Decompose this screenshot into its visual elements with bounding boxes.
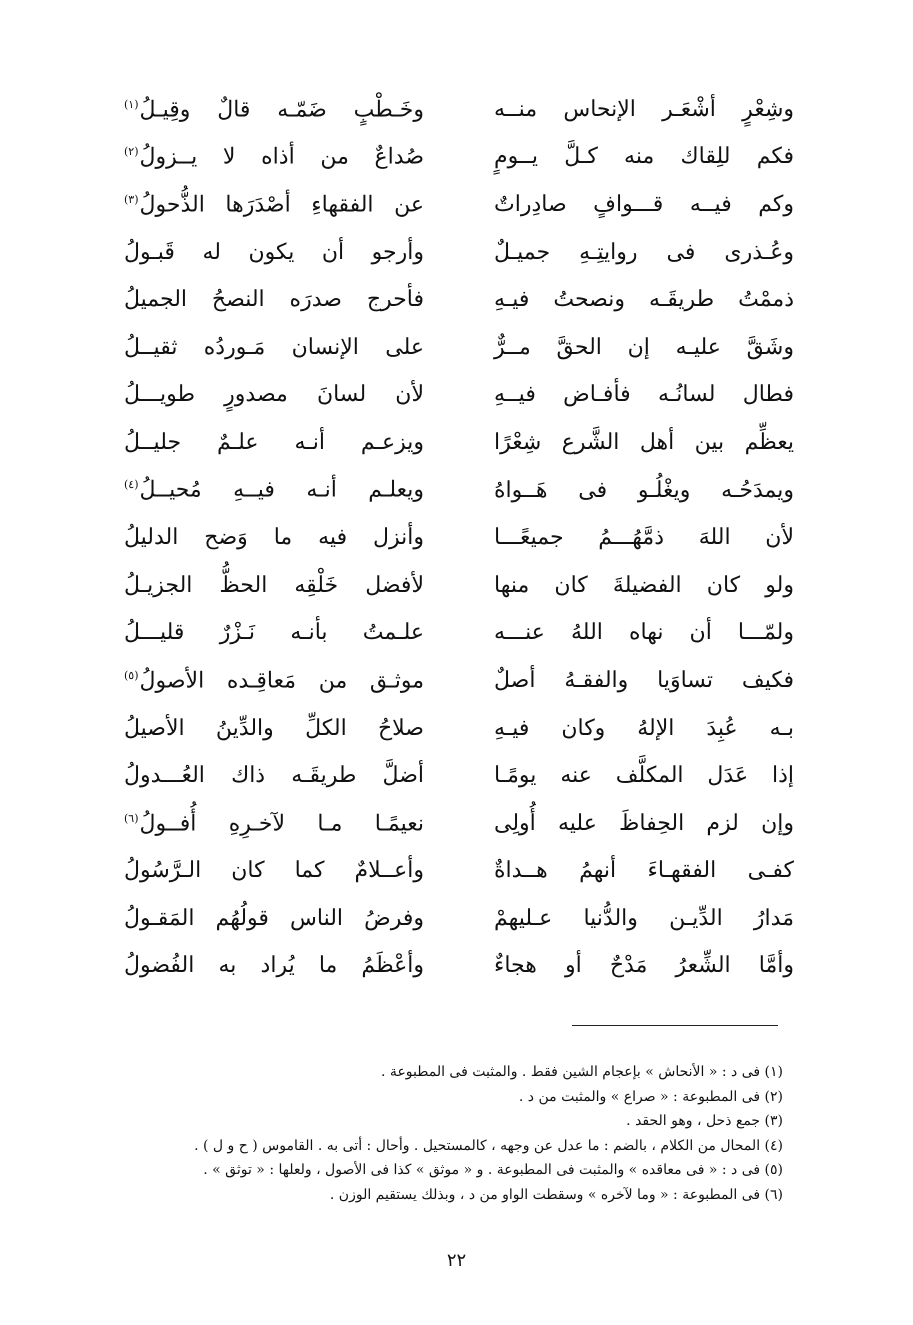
footnote: (٦) فى المطبوعة : « وما لآخره » وسقطت الواو من د ، وبذلك يستقيم الوزن . [329,1186,783,1203]
second-hemistich [124,715,424,741]
hemistich-text: وأنزل فيه ما وَضح الدليلُ [124,525,424,551]
first-hemistich: وإن لزم الحِفاظَ عليه أُولِى [494,810,794,836]
verse-line [88,800,794,848]
hemistich-text: وخَـطْبٍ ضَمّـه قالٌ وقِيـلُ [139,96,424,122]
hemistich-text: وأعــلامٌ كما كان الـرَّسُولُ [124,858,424,884]
footnotes [83,1060,783,1208]
verse-line [88,324,794,372]
second-hemistich [124,905,424,931]
verse-line [88,657,794,705]
verse-line [88,705,794,753]
second-hemistich [124,429,424,455]
second-hemistich [124,810,424,836]
footnote: (٤) المحال من الكلام ، بالضم : ما عدل عن وجهه ، كالمستحيل . وأحال : أتى به . القاموس ( ح و ل ) . [194,1137,783,1154]
verse-line [88,467,794,515]
hemistich-text: لأن لسانَ مصدورٍ طويـــلُ [124,382,424,408]
hemistich-text: على الإنسان مَـوردُه ثقيــلُ [124,334,424,360]
first-hemistich: كفـى الفقهـاءَ أنهمُ هــداةٌ [494,858,794,884]
hemistich-text: صُداعٌ من أذاه لا يــزولُ [139,144,424,170]
first-hemistich: ويمدَحُـه ويغْلُـو فى هَــواهُ [494,477,794,503]
footnote-marker: (٤) [124,478,139,492]
hemistich-text: ويعلـم أنـه فيــهِ مُحيــلُ [139,477,424,503]
second-hemistich [124,670,424,692]
second-hemistich [124,860,424,882]
second-hemistich [124,527,424,549]
first-hemistich: وشِعْرٍ أشْعَـر الإنحاس منــه [494,96,794,122]
verse-line [88,419,794,467]
verse-line [88,848,794,896]
footnote-separator [572,1025,778,1026]
footnote-marker: (٣) [124,192,139,206]
second-hemistich [124,289,424,311]
verse-line [88,229,794,277]
first-hemistich: لأن اللهَ ذمَّهُـــمُ جميعًـــا [494,525,794,551]
first-hemistich: وشَقَّ عليـه إن الحقَّ مــرٌّ [494,334,794,360]
first-hemistich: فكم للِقاك منه كـلَّ يــومٍ [494,144,794,170]
footnote: (٥) فى د : « فى معاقده » والمثبت فى المطبوعة . و « موثق » كذا فى الأصول ، ولعلها : « توثق » . [203,1162,783,1179]
verse-line [88,514,794,562]
first-hemistich: فكيف تساوَيا والفقـهُ أصلٌ [494,667,794,693]
second-hemistich [124,384,424,406]
hemistich-text: نعيمًـا مـا لآخـرِهِ أُفــولُ [139,810,424,836]
hemistich-text: ويزعـم أنـه علـمٌ جليــلُ [124,429,424,455]
verse-line [88,181,794,229]
first-hemistich: ولمّـــا أن نهاه اللهُ عنـــه [494,620,794,646]
first-hemistich: وعُـذرى فى روايتِـهِ جميـلٌ [494,239,794,265]
verse-line [88,895,794,943]
hemistich-text: وأرجو أن يكون له قَبـولُ [124,239,424,265]
second-hemistich [124,479,424,501]
footnote-marker: (١) [124,97,139,111]
second-hemistich [124,572,424,598]
hemistich-text: عن الفقهاءِ أصْدَرَها الذُّحولُ [139,192,424,218]
hemistich-text: أضلَّ طريقَـه ذاك العُـــدولُ [124,763,424,789]
hemistich-text: وفرضُ الناس قولُهُم المَقـولُ [124,905,424,931]
second-hemistich [124,239,424,265]
verse-line [88,943,794,991]
page-number: ٢٢ [446,1250,467,1271]
footnote-marker: (٦) [124,811,139,825]
first-hemistich: يعظِّم بين أهل الشَّرع شِعْرًا [494,429,794,455]
footnote-marker: (٥) [124,668,139,682]
hemistich-text: فأحرج صدرَه النصحُ الجميلُ [124,287,424,313]
verse-line [88,86,794,134]
footnote-marker: (٢) [124,145,139,159]
second-hemistich [124,765,424,787]
first-hemistich: وأمَّا الشِّعرُ مَدْحٌ أو هجاءٌ [494,953,794,979]
poem [88,86,794,990]
first-hemistich: مَدارُ الدِّيـن والدُّنيا عـليهمْ [494,905,794,931]
verse-line [88,134,794,182]
verse-line [88,372,794,420]
verse-line [88,562,794,610]
hemistich-text: وأعْظَمُ ما يُراد به الفُضولُ [124,953,424,979]
footnote: (١) فى د : « الأنحاش » بإعجام الشين فقط . والمثبت فى المطبوعة . [381,1064,783,1080]
verse-line [88,610,794,658]
hemistich-text: موثـق من مَعاقِـده الأصولُ [139,668,424,694]
footnote: (٣) جمع ذحل ، وهو الحقد . [626,1113,783,1130]
verse-line [88,276,794,324]
first-hemistich: ذممْتُ طريقَـه ونصحتُ فيـهِ [494,287,794,313]
verse-line [88,752,794,800]
first-hemistich: ولو كان الفضيلةَ كان منها [494,572,794,598]
first-hemistich: إذا عَدَل المكلَّف عنه يومًـا [494,763,794,789]
second-hemistich [124,146,424,168]
second-hemistich [124,334,424,360]
footnote: (٢) فى المطبوعة : « صراع » والمثبت من د . [518,1088,783,1105]
second-hemistich [124,96,424,122]
first-hemistich: بـه عُبِدَ الإلهُ وكان فيـهِ [494,715,794,741]
hemistich-text: لأفضل خَلْقِه الحظُّ الجزيـلُ [124,572,424,598]
hemistich-text: علـمتُ بأنـه نَـزْرٌ قليـــلُ [124,620,424,646]
first-hemistich: فطال لسانُـه فأفـاض فيــهِ [494,382,794,408]
second-hemistich [124,622,424,644]
first-hemistich: وكم فيــه قـــوافٍ صادِراتٌ [494,191,794,217]
second-hemistich [124,955,424,977]
hemistich-text: صلاحُ الكلِّ والدِّينُ الأصيلُ [124,715,424,741]
second-hemistich [124,194,424,216]
